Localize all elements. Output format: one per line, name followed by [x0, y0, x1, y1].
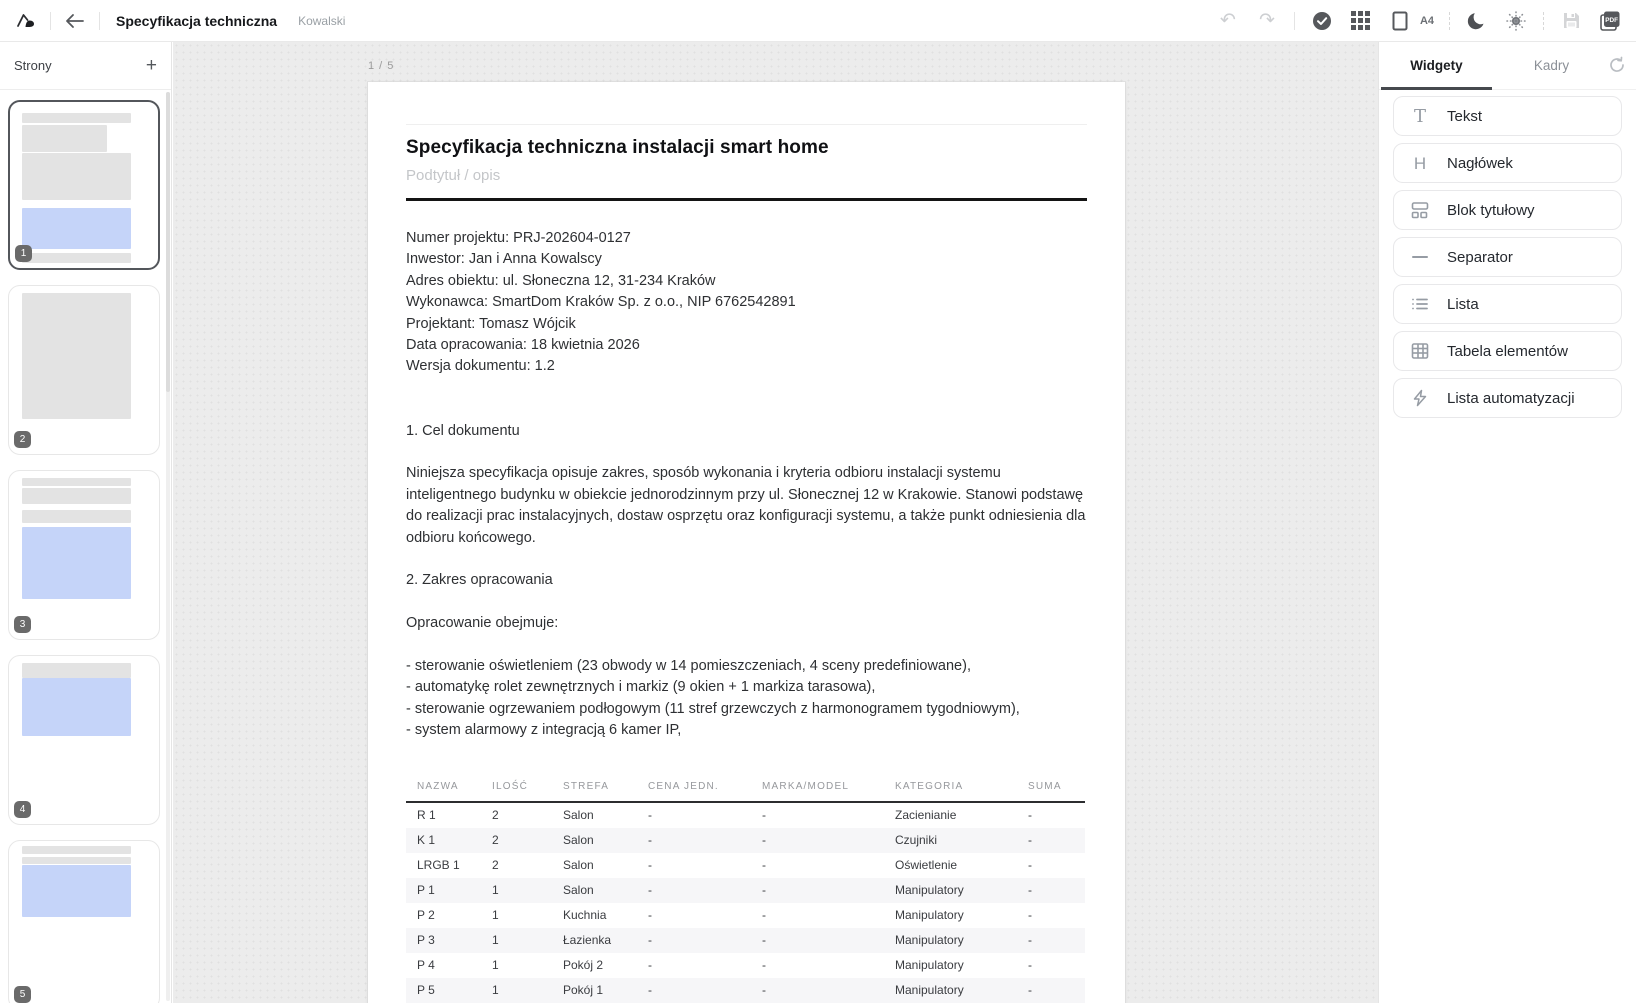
doc-line[interactable]: Opracowanie obejmuje:	[406, 615, 559, 632]
doc-line[interactable]: - sterowanie oświetleniem (23 obwody w 14 pomieszczeniach, 4 sceny predefiniowane),	[406, 658, 971, 675]
table-row[interactable]: K 1 2 Salon - - Czujniki -	[406, 828, 1085, 853]
editor-canvas	[173, 42, 1378, 1003]
col-header: CENA JEDN.	[637, 775, 751, 802]
doc-line[interactable]	[406, 549, 1087, 570]
pages-panel	[0, 42, 172, 1003]
table-row[interactable]: P 1 1 Salon - - Manipulatory -	[406, 878, 1085, 903]
divider	[50, 12, 51, 30]
add-page-button[interactable]: +	[145, 55, 157, 76]
text-icon: T	[1413, 105, 1426, 127]
redo-icon[interactable]: ↷	[1258, 9, 1275, 31]
table-row[interactable]: LRGB 1 2 Salon - - Oświetlenie -	[417, 858, 1032, 873]
doc-line[interactable]: Wersja dokumentu: 1.2	[406, 358, 555, 375]
pages-panel-title: Strony	[14, 58, 52, 73]
document-heading[interactable]: Specyfikacja techniczna instalacji smart home	[406, 137, 829, 158]
page-number-badge: 1	[15, 245, 32, 262]
col-header: SUMA	[1017, 775, 1085, 802]
table-row[interactable]: P 2 1 Kuchnia - - Manipulatory -	[417, 908, 1032, 923]
tab-kadry[interactable]: Kadry	[1533, 58, 1570, 73]
page-thumbnail-5[interactable]	[8, 840, 160, 1003]
widget-blok-tytulowy[interactable]: Blok tytułowy	[1393, 190, 1622, 230]
divider	[1294, 12, 1295, 30]
page-indicator: 1 / 5	[368, 60, 395, 72]
paper-size-label: A4	[1419, 14, 1434, 27]
doc-line[interactable]: Inwestor: Jan i Anna Kowalscy	[406, 251, 602, 268]
widget-separator[interactable]: Separator	[1393, 237, 1622, 277]
widget-list	[1379, 90, 1636, 418]
widget-tekst[interactable]: T Tekst	[1393, 96, 1622, 136]
tab-widgety[interactable]: Widgety	[1379, 42, 1494, 89]
widget-lista[interactable]: Lista	[1393, 284, 1622, 324]
doc-line[interactable]: Adres obiektu: ul. Słoneczna 12, 31-234 Kraków	[406, 272, 716, 289]
page-thumbnail-2[interactable]	[8, 285, 160, 455]
doc-line[interactable]	[406, 592, 1087, 613]
doc-line[interactable]	[406, 378, 1087, 399]
doc-line[interactable]	[406, 399, 1087, 420]
table-icon	[1410, 341, 1430, 361]
elements-table-widget[interactable]	[406, 775, 1085, 1003]
svg-text:PDF: PDF	[1605, 16, 1619, 24]
divider	[99, 12, 100, 30]
document-page	[368, 82, 1125, 1003]
page-thumbnail-4[interactable]	[8, 655, 160, 825]
doc-line[interactable]: 1. Cel dokumentu	[406, 422, 520, 439]
table-row[interactable]: R 1 2 Salon - - Zacienianie -	[417, 808, 1032, 823]
table-header-row	[406, 775, 1085, 802]
widget-tabela-elementow[interactable]: Tabela elementów	[1393, 331, 1622, 371]
export-pdf-icon[interactable]	[1598, 9, 1622, 33]
pages-panel-header	[0, 42, 171, 90]
heading-icon: H	[1413, 153, 1427, 173]
refresh-icon[interactable]	[1608, 56, 1626, 79]
doc-line[interactable]: Data opracowania: 18 kwietnia 2026	[406, 337, 640, 354]
widgets-panel-tabs	[1379, 42, 1636, 90]
table-row[interactable]: P 5 1 Pokój 1 - - Manipulatory -	[406, 978, 1085, 1003]
doc-line[interactable]: - sterowanie ogrzewaniem podłogowym (11 stref grzewczych z harmonogramem tygodniowym),	[406, 700, 1020, 717]
topbar	[0, 0, 1636, 42]
pages-scrollbar[interactable]	[166, 92, 170, 1001]
page-format-icon[interactable]	[1388, 9, 1412, 33]
widget-naglowek[interactable]: H Nagłówek	[1393, 143, 1622, 183]
light-mode-sun-icon[interactable]	[1504, 9, 1528, 33]
widgets-panel	[1378, 42, 1636, 1003]
doc-line[interactable]: Wykonawca: SmartDom Kraków Sp. z o.o., NIP 6762542891	[406, 294, 796, 311]
title-block-widget[interactable]	[406, 124, 1087, 201]
col-header: NAZWA	[406, 775, 481, 802]
divider	[1449, 12, 1450, 30]
app-logo-icon[interactable]	[14, 9, 38, 33]
table-row[interactable]: P 4 1 Pokój 2 - - Manipulatory -	[417, 958, 1032, 973]
page-thumbnail-list	[0, 90, 171, 1003]
doc-line[interactable]	[406, 442, 1087, 463]
doc-line[interactable]	[406, 635, 1087, 656]
grid-view-icon[interactable]	[1349, 9, 1373, 33]
doc-line[interactable]: Projektant: Tomasz Wójcik	[406, 315, 576, 332]
document-title: Specyfikacja techniczna	[116, 12, 278, 29]
automation-icon	[1410, 388, 1430, 408]
undo-icon[interactable]: ↶	[1219, 9, 1236, 31]
doc-line[interactable]: - system alarmowy z integracją 6 kamer IP,	[406, 722, 682, 739]
document-subtitle-placeholder[interactable]: Podtytuł / opis	[406, 167, 501, 184]
title-block-icon	[1410, 200, 1430, 220]
col-header: STREFA	[552, 775, 637, 802]
doc-line[interactable]: Numer projektu: PRJ-202604-0127	[406, 230, 631, 246]
widget-lista-automatyzacji[interactable]: Lista automatyzacji	[1393, 378, 1622, 418]
col-header: MARKA/MODEL	[751, 775, 884, 802]
page-number-badge: 4	[14, 801, 31, 818]
table-row[interactable]: P 3 1 Łazienka - - Manipulatory -	[406, 928, 1085, 953]
col-header: KATEGORIA	[884, 775, 1017, 802]
page-thumbnail-3[interactable]	[8, 470, 160, 640]
back-arrow-icon[interactable]	[63, 9, 87, 33]
doc-line[interactable]: - automatykę rolet zewnętrznych i markiz (9 okien + 1 markiza tarasowa),	[406, 679, 876, 696]
col-header: ILOŚĆ	[481, 775, 552, 802]
page-thumbnail-1[interactable]	[8, 100, 160, 270]
divider	[1543, 12, 1544, 30]
dark-mode-moon-icon[interactable]	[1465, 9, 1489, 33]
page-number-badge: 2	[14, 431, 31, 448]
page-number-badge: 5	[14, 986, 31, 1003]
list-icon	[1410, 294, 1430, 314]
save-icon[interactable]	[1559, 9, 1583, 33]
doc-line[interactable]: Niniejsza specyfikacja opisuje zakres, sposób wykonania i kryteria odbioru instalacji systemu inteligentnego budynku w obiekcie jednorodzinnym przy ul. Słonecznej 12 w Krakowie. Stanowi podstawę do realizacji prac instalacyjnych, dostaw osprzętu oraz konfiguracji systemu, a także punkt odniesienia dla odbioru końcowego.	[406, 465, 1086, 546]
doc-line[interactable]: 2. Zakres opracowania	[406, 572, 553, 589]
check-circle-icon[interactable]	[1310, 9, 1334, 33]
separator-icon	[1410, 247, 1430, 267]
text-widget[interactable]	[406, 228, 1087, 742]
page-number-badge: 3	[14, 616, 31, 633]
document-owner: Kowalski	[298, 13, 346, 28]
